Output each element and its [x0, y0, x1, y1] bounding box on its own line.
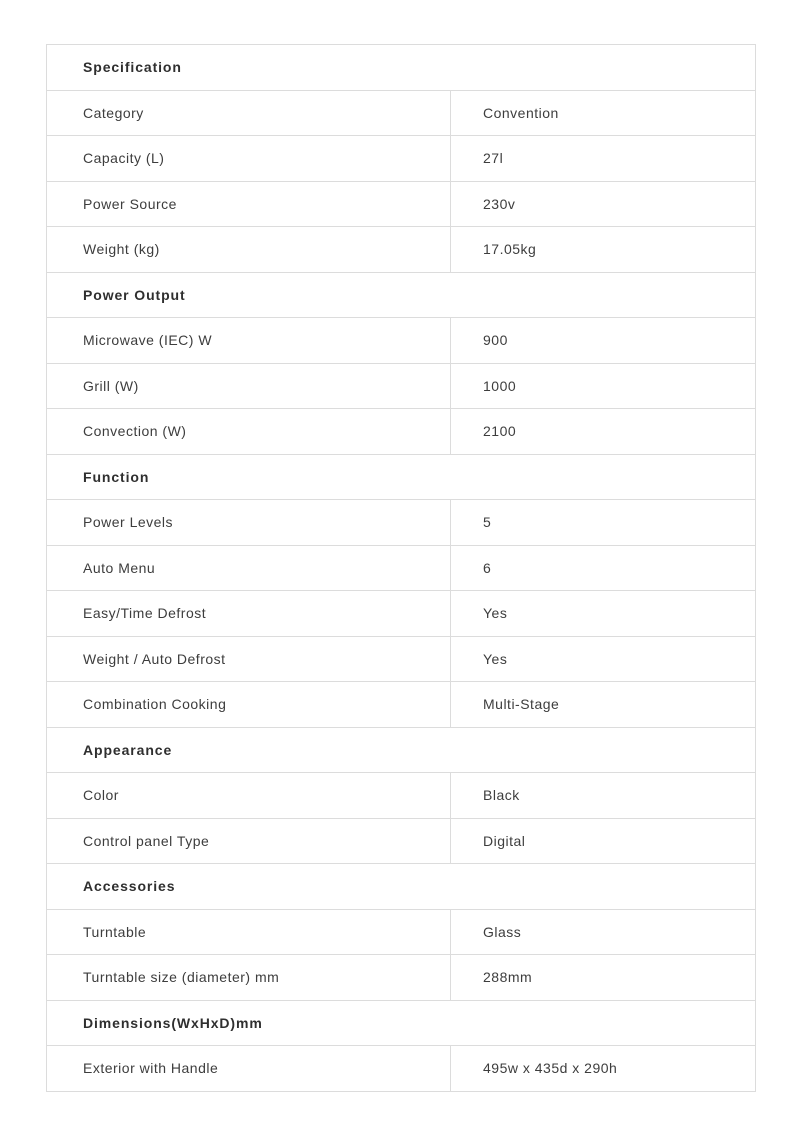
table-row — [47, 136, 756, 182]
spec-value: Yes — [451, 591, 756, 637]
spec-value: 27l — [451, 136, 756, 182]
section-header-row — [47, 864, 756, 910]
spec-label: Auto Menu — [47, 545, 451, 591]
spec-value: 1000 — [451, 363, 756, 409]
spec-value: 5 — [451, 500, 756, 546]
spec-value: 230v — [451, 181, 756, 227]
table-row — [47, 955, 756, 1001]
table-row — [47, 363, 756, 409]
section-header-row — [47, 272, 756, 318]
spec-value: Glass — [451, 909, 756, 955]
section-header-row — [47, 45, 756, 91]
table-row — [47, 818, 756, 864]
section-header: Appearance — [47, 727, 756, 773]
table-row — [47, 636, 756, 682]
spec-value: 6 — [451, 545, 756, 591]
spec-value: Multi-Stage — [451, 682, 756, 728]
spec-label: Turntable — [47, 909, 451, 955]
spec-label: Exterior with Handle — [47, 1046, 451, 1092]
table-row — [47, 318, 756, 364]
spec-label: Capacity (L) — [47, 136, 451, 182]
spec-value: 2100 — [451, 409, 756, 455]
spec-value: Digital — [451, 818, 756, 864]
spec-label: Weight / Auto Defrost — [47, 636, 451, 682]
table-row — [47, 1046, 756, 1092]
spec-label: Color — [47, 773, 451, 819]
spec-value: 900 — [451, 318, 756, 364]
spec-label: Grill (W) — [47, 363, 451, 409]
spec-value: 288mm — [451, 955, 756, 1001]
spec-value: Black — [451, 773, 756, 819]
spec-value: 495w x 435d x 290h — [451, 1046, 756, 1092]
table-row — [47, 409, 756, 455]
section-header: Power Output — [47, 272, 756, 318]
table-row — [47, 682, 756, 728]
spec-label: Easy/Time Defrost — [47, 591, 451, 637]
specification-table — [46, 44, 756, 1092]
table-row — [47, 181, 756, 227]
section-header-row — [47, 454, 756, 500]
table-row — [47, 227, 756, 273]
spec-label: Power Source — [47, 181, 451, 227]
section-header: Specification — [47, 45, 756, 91]
table-row — [47, 545, 756, 591]
section-header: Accessories — [47, 864, 756, 910]
spec-label: Combination Cooking — [47, 682, 451, 728]
spec-label: Control panel Type — [47, 818, 451, 864]
spec-value: 17.05kg — [451, 227, 756, 273]
table-row — [47, 90, 756, 136]
spec-label: Turntable size (diameter) mm — [47, 955, 451, 1001]
table-row — [47, 773, 756, 819]
section-header: Function — [47, 454, 756, 500]
spec-value: Convention — [451, 90, 756, 136]
section-header-row — [47, 727, 756, 773]
spec-label: Microwave (IEC) W — [47, 318, 451, 364]
table-row — [47, 909, 756, 955]
table-row — [47, 591, 756, 637]
spec-label: Weight (kg) — [47, 227, 451, 273]
table-row — [47, 500, 756, 546]
spec-label: Convection (W) — [47, 409, 451, 455]
spec-label: Category — [47, 90, 451, 136]
spec-label: Power Levels — [47, 500, 451, 546]
section-header-row — [47, 1000, 756, 1046]
spec-value: Yes — [451, 636, 756, 682]
section-header: Dimensions(WxHxD)mm — [47, 1000, 756, 1046]
